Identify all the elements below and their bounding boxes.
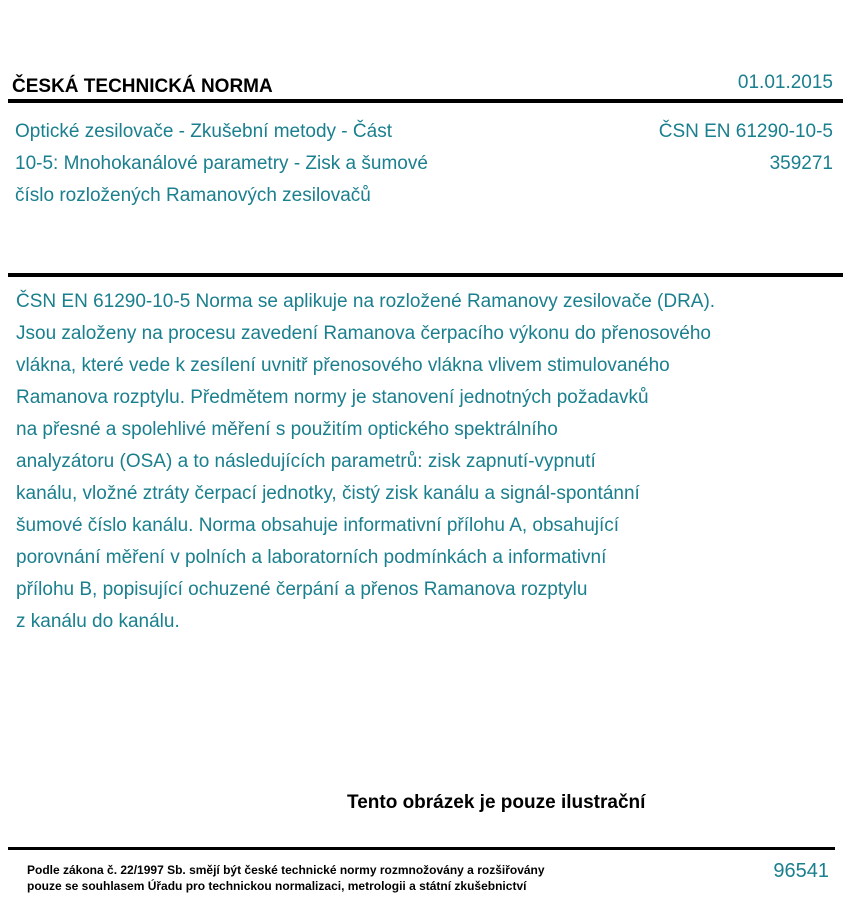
- abstract-text: [16, 286, 715, 638]
- document-title-line: 10-5: Mnohokanálové parametry - Zisk a šumové: [15, 153, 428, 174]
- document-title-line: Optické zesilovače - Zkušební metody - Část: [15, 121, 392, 142]
- bottom-divider: [8, 847, 835, 850]
- illustration-note: Tento obrázek je pouze ilustrační: [347, 792, 646, 813]
- class-code: 359271: [769, 153, 833, 174]
- norm-date: 01.01.2015: [737, 72, 833, 93]
- standard-id: ČSN EN 61290-10-5: [658, 121, 833, 142]
- abstract-line: analyzátoru (OSA) a to následujících parametrů: zisk zapnutí-vypnutí: [16, 451, 596, 472]
- document-title-line: číslo rozložených Ramanových zesilovačů: [15, 185, 371, 206]
- abstract-line: ČSN EN 61290-10-5 Norma se aplikuje na rozložené Ramanovy zesilovače (DRA).: [16, 291, 716, 312]
- top-divider: [8, 99, 843, 103]
- legal-line: Podle zákona č. 22/1997 Sb. smějí být české technické normy rozmnožovány a rozšiřovány: [27, 863, 545, 877]
- legal-line: pouze se souhlasem Úřadu pro technickou normalizaci, metrologii a státní zkušebnictví: [27, 879, 527, 893]
- abstract-line: z kanálu do kanálu.: [16, 611, 180, 632]
- legal-notice: [27, 862, 545, 894]
- abstract-line: porovnání měření v polních a laboratorních podmínkách a informativní: [16, 547, 607, 568]
- document-title: [15, 116, 428, 212]
- abstract-line: Ramanova rozptylu. Předmětem normy je stanovení jednotných požadavků: [16, 387, 649, 408]
- abstract-line: vlákna, které vede k zesílení uvnitř přenosového vlákna vlivem stimulovaného: [16, 355, 670, 376]
- abstract-line: kanálu, vložné ztráty čerpací jednotky, čistý zisk kanálu a signál-spontánní: [16, 483, 640, 504]
- document-identifiers: [659, 116, 833, 180]
- document-code: 96541: [773, 860, 829, 882]
- abstract-line: na přesné a spolehlivé měření s použitím optického spektrálního: [16, 419, 558, 440]
- abstract-line: přílohu B, popisující ochuzené čerpání a přenos Ramanova rozptylu: [16, 579, 588, 600]
- abstract-line: Jsou založeny na procesu zavedení Ramanova čerpacího výkonu do přenosového: [16, 323, 711, 344]
- norm-title: ČESKÁ TECHNICKÁ NORMA: [12, 76, 273, 97]
- middle-divider: [8, 273, 843, 277]
- abstract-line: šumové číslo kanálu. Norma obsahuje informativní přílohu A, obsahující: [16, 515, 620, 536]
